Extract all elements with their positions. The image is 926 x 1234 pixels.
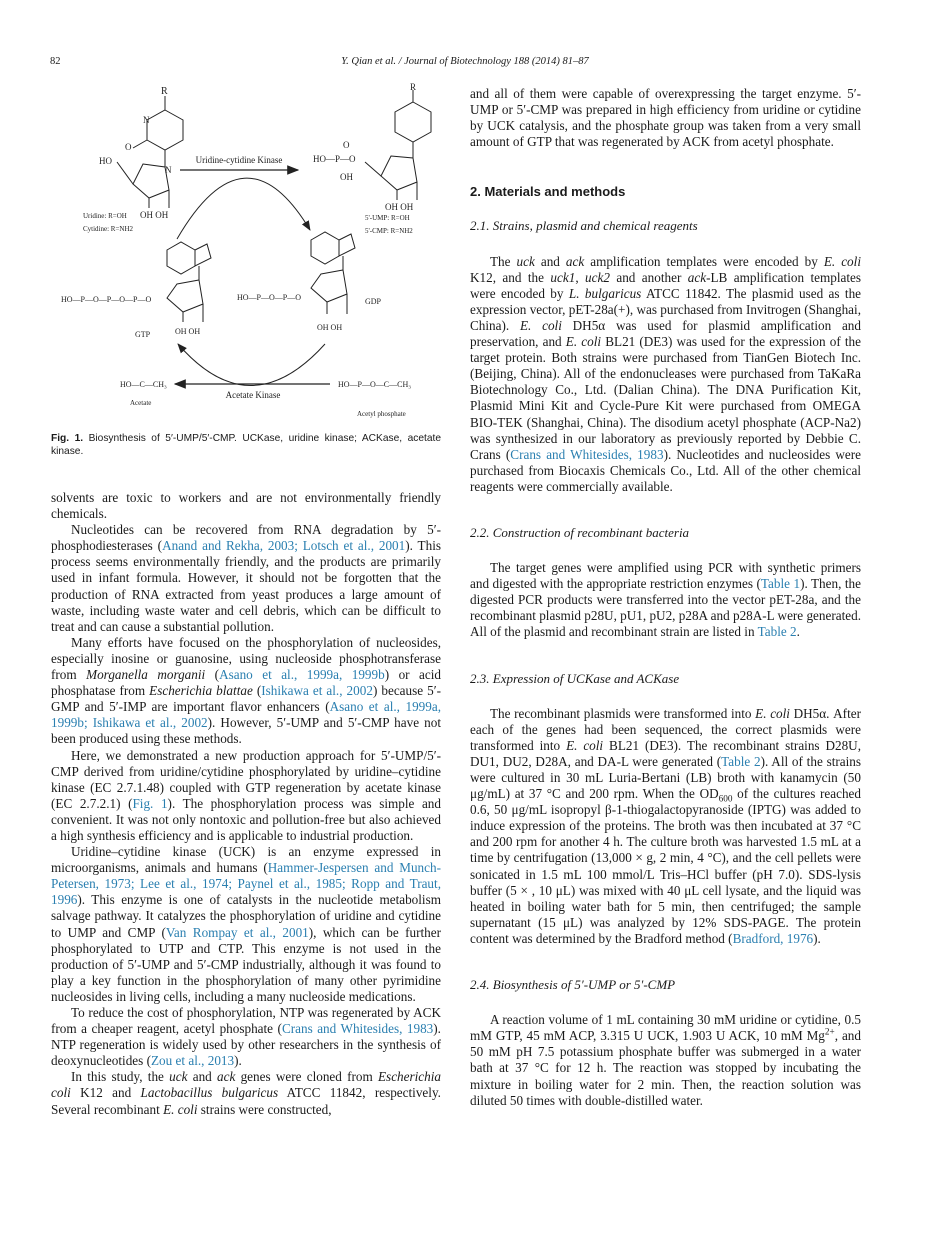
substrate-label-uridine: Uridine: R=OH (83, 212, 127, 220)
enzyme-top-label: Uridine-cytidine Kinase (195, 155, 283, 165)
text: The target genes were amplified using PCR with synthetic primers and digested with the appropriate restriction enzymes ( (470, 560, 861, 592)
gdp-phosphates: HO—P—O—P—O (237, 293, 302, 302)
citation-link[interactable]: Bradford, 1976 (732, 930, 814, 946)
text: and (534, 253, 566, 269)
text: DH5α. After each of the genes had been sequenced, the correct plasmids were transformed into (470, 705, 861, 753)
organism-name: L. bulgaricus (568, 285, 642, 301)
atom-o: O (125, 142, 132, 152)
text: or acid phosphatase from (51, 667, 441, 699)
text: ). Nucleotides and nucleosides were purchased from Biocaxis Chemicals Co., Ltd. All of the other chemical reagents were commercially available. (470, 446, 861, 494)
atom-oh: OH OH (140, 210, 169, 220)
paragraph (470, 706, 861, 947)
paragraph (51, 1069, 441, 1117)
subsection-heading: 2.1. Strains, plasmid and chemical reagents (470, 218, 698, 234)
organism-name: E. coli (163, 1101, 198, 1117)
text: To reduce the cost of phosphorylation, NTP was regenerated by ACK from a cheaper reagent, acetyl phosphate ( (51, 1005, 441, 1037)
text: ATCC 11842. The plasmid used as the expression vector, pET-28a(+), was purchased from Invitrogen (Shanghai, China). (470, 285, 862, 333)
citation-link[interactable]: Hammer-Jespersen and Munch-Petersen, 1973; Lee et al., 1974; Paynel et al., 1985; Ropp and Traut, 1996 (51, 860, 441, 908)
text: ). (813, 930, 821, 946)
organism-name: E. coli (755, 705, 790, 721)
organism-name: E. coli (823, 253, 861, 269)
paragraph (51, 490, 441, 522)
product-oh: OH OH (385, 202, 414, 212)
gene-name: uck2 (585, 269, 610, 285)
gdp-oh: OH OH (317, 323, 343, 332)
text: Uridine–cytidine kinase (UCK) is an enzyme expressed in microorganisms, animals and humans ( (51, 844, 441, 876)
page-number: 82 (50, 56, 61, 67)
text: amplification templates were encoded by (584, 253, 824, 269)
citation-link[interactable]: Van Rompay et al., 2001 (165, 924, 309, 940)
figure-link[interactable]: Fig. 1 (132, 795, 168, 811)
text: and all of them were capable of overexpressing the target enzyme. 5′-UMP or 5′-CMP was prepared in high efficiency from uridine or cytidine by UCK catalysis, and the phosphate group was taken from a very small amount of GTP that was regenerated by ACK from acetyl phosphate. (470, 86, 861, 150)
gtp-phosphates: HO—P—O—P—O—P—O (61, 295, 152, 304)
gene-name: uck (516, 253, 535, 269)
organism-name: E. coli (519, 317, 562, 333)
citation-link[interactable]: Zou et al., 2013 (150, 1053, 235, 1069)
text: ), which can be further phosphorylated to UTP and CTP. This enzyme is not used in the production of 5′-UMP and 5′-CMP industrially, although it was found to play a key function in the phosphorylation of many other pyrimidine nucleosides in living cells, including a many nucleoside medications. (51, 924, 442, 1004)
text: and (187, 1069, 218, 1085)
text: -LB amplification templates were encoded by (470, 269, 861, 301)
atom-n: N (143, 115, 150, 125)
text: of the cultures reached 0.6, 50 μg/mL isopropyl β-1-thiogalactopyranoside (IPTG) was added to induce expression of the proteins. The broth was then incubated at 37 °C and 200 rpm for another 4 h. The culture broth was harvested 1.5 mL at a time by centrifugation (13,000 × g, 2 min, 4 °C), and the cell pellets were sonicated in 1.5 mL 100 mmol/L Tris–HCl buffer (pH 7.0). SDS-lysis buffer (5 × , 10 μL) was mixed with 40 μL cell lysate, and the liquid was heated in boiling water bath for 5 min, then centrifuged; the sample supernatant (15 μL) was analyzed by 12% SDS-PAGE. The protein content was determined by the Bradford method ( (470, 786, 862, 946)
text: ). (234, 1053, 242, 1069)
gene-name: ack (565, 253, 585, 269)
organism-name: Lactobacillus bulgaricus (140, 1085, 279, 1101)
figure-caption (51, 432, 441, 458)
citation-link[interactable]: Asano et al., 1999a, 1999b; Ishikawa et al., 2002 (51, 699, 442, 731)
text: ). Then, the digested PCR products were transferred into the vector pET-28a, and the recombinant plasmid p28U, pU1, pU2, p28A and p28A-L were generated. All of the plasmid and recombinant strain are listed in (470, 576, 862, 640)
citation-link[interactable]: Anand and Rekha, 2003; Lotsch et al., 2001 (162, 538, 406, 554)
text: ). All of the strains were cultured in 30 mL Luria-Bertani (LB) broth with kanamycin (50 μg/mL) at 37 °C and 200 rpm. When the OD (470, 753, 861, 802)
gdp-structure (311, 232, 355, 314)
table-link[interactable]: Table 1 (760, 576, 801, 592)
text: strains were constructed, (197, 1101, 332, 1117)
section-heading: 2. Materials and methods (470, 184, 626, 200)
phosphate-group: HO—P—O (313, 154, 356, 164)
text: ). However, 5′-UMP and 5′-CMP have not been produced using these methods. (51, 715, 441, 747)
gtp-structure (167, 242, 211, 322)
r-group-right: R (410, 82, 417, 92)
citation-link[interactable]: Ishikawa et al., 2002 (261, 683, 373, 699)
right-column (470, 86, 861, 1109)
text: Many efforts have focused on the phosphorylation of nucleosides, especially inosine or guanosine, using nucleoside phosphotransferase from (51, 634, 441, 683)
product-structure (365, 90, 431, 200)
text: DH5α was used for plasmid amplification and preservation, and (470, 317, 861, 350)
product-label-ump: 5'-UMP: R=OH (365, 214, 410, 222)
text: ). The phosphorylation process was simple and convenient. It was not only nontoxic and pollution-free but also achieved a high synthesis efficiency and is applicable to industrial production. (51, 795, 441, 843)
text: , (575, 269, 586, 285)
r-group-left: R (161, 86, 168, 97)
text: ). NTP regeneration is widely used by other researchers in the synthesis of deoxynucleotides ( (51, 1021, 441, 1069)
gtp-label: GTP (135, 330, 151, 339)
running-header (50, 56, 860, 72)
text: K12, and the (470, 269, 551, 285)
figure-caption-text: Biosynthesis of 5′-UMP/5′-CMP. UCKase, uridine kinase; ACKase, acetate kinase. (51, 433, 441, 457)
paragraph (51, 1005, 441, 1069)
citation-link[interactable]: Crans and Whitesides, 1983 (281, 1021, 434, 1037)
citation-link[interactable]: Asano et al., 1999a, 1999b (219, 667, 385, 683)
journal-citation: Y. Qian et al. / Journal of Biotechnology 188 (2014) 81–87 (341, 56, 589, 67)
text: ). This enzyme is one of catalysts in the nucleotide metabolism salvage pathway. It catalyzes the phosphorylation of uridine and cytidine to UMP and CMP ( (51, 892, 441, 940)
gtp-to-gdp-arrow (177, 178, 310, 239)
text: A reaction volume of 1 mL containing 30 mM uridine or cytidine, 0.5 mM GTP, 45 mM ACP, 3.315 U UCK, 1.903 U ACK, 10 mM Mg (470, 1012, 861, 1044)
text: ). This process seems environmentally friendly, and the products are primarily used in infant formula. However, it should not be forgotten that the production of RNA extracted from yeast produces a large amount of waste, including waste water and cell debris, which can be difficult to treat and can cause a substantial pollution. (51, 538, 441, 634)
figure-1 (55, 82, 440, 422)
paragraph (470, 86, 861, 150)
text: solvents are toxic to workers and are not environmentally friendly chemicals. (51, 490, 441, 522)
subsection-heading: 2.2. Construction of recombinant bacteria (470, 524, 690, 540)
text: In this study, the (71, 1069, 170, 1085)
organism-name: E. coli (566, 737, 604, 753)
gene-name: ack (217, 1069, 236, 1085)
product-label-cmp: 5'-CMP: R=NH2 (365, 227, 413, 235)
figure-label: Fig. 1. (51, 433, 84, 444)
text: The (490, 253, 517, 269)
atom-ho: HO (99, 156, 112, 166)
paragraph (470, 1012, 861, 1109)
paragraph (51, 844, 441, 1005)
uridine-structure (117, 96, 183, 208)
gene-name: ack (687, 269, 707, 285)
text: ATCC 11842, respectively. Several recombinant (51, 1085, 441, 1117)
text: . (796, 624, 800, 640)
gdp-to-gtp-arrow (178, 344, 325, 386)
text: BL21 (DE3). The recombinant strains D28U, DU1, DU2, D28A, and DA-L were generated ( (470, 737, 861, 769)
text: because 5′-GMP and 5′-IMP are important flavor enhancers ( (51, 683, 442, 715)
citation-link[interactable]: Crans and Whitesides, 1983 (510, 446, 664, 462)
acetyl-phosphate-structure: HO—P—O—C—CH₃ (338, 380, 412, 389)
organism-name: Escherichia coli (51, 1069, 441, 1101)
phosphate-o: O (343, 140, 350, 150)
paragraph (51, 522, 441, 635)
table-link[interactable]: Table 2 (757, 624, 797, 640)
text: The recombinant plasmids were transformed into (490, 705, 756, 721)
subscript: 600 (718, 793, 733, 804)
substrate-label-cytidine: Cytidine: R=NH2 (83, 225, 134, 233)
text: K12 and (70, 1085, 141, 1101)
table-link[interactable]: Table 2 (721, 753, 761, 769)
atom-n1: N (165, 165, 172, 175)
text: Nucleotides can be recovered from RNA degradation by 5′-phosphodiesterases ( (51, 522, 441, 554)
text: , and 50 mM pH 7.5 potassium phosphate buffer was submerged in a water bath at 37 °C for 12 h. The reaction was stopped by incubating the mixture in boiling water for 2 min. Then, the reaction solution was diluted 50 times with double-distilled water. (470, 1028, 861, 1108)
gene-name: uck1 (550, 269, 576, 285)
paragraph (470, 560, 861, 640)
gtp-oh: OH OH (175, 327, 201, 336)
subsection-heading: 2.3. Expression of UCKase and ACKase (470, 670, 680, 686)
subsection-heading: 2.4. Biosynthesis of 5′-UMP or 5′-CMP (470, 977, 676, 993)
paragraph (470, 254, 861, 495)
paragraph: Many efforts have focused on the phosphorylation of nucleosides, especially inosine or guanosine, using nucleoside phosphotransferase from Morganella morganii (Asano et al., 1999a, 1999b) or acid phosphatase from Escherichia blattae (Ishikawa et al., 2002) because 5′-GMP and 5′-IMP are important flavor enhancers (Asano et al., 1999a, 1999b; Ishikawa et al., 2002). However, 5′-UMP and 5′-CMP have not been produced using these methods. (51, 634, 442, 747)
organism-name: E. coli (565, 334, 602, 350)
text: and another (609, 269, 688, 285)
paragraph (51, 748, 441, 845)
gdp-label: GDP (365, 297, 382, 306)
superscript: 2+ (824, 1026, 835, 1037)
organism-name: Morganella morganii (86, 667, 206, 683)
text: genes were cloned from (235, 1069, 378, 1085)
phosphate-oh: OH (340, 172, 353, 182)
acetyl-phosphate-label: Acetyl phosphate (357, 410, 406, 418)
reaction-scheme (55, 82, 440, 422)
gene-name: uck (169, 1069, 188, 1085)
acetate-structure: HO—C—CH₃ (120, 380, 167, 389)
enzyme-bottom-label: Acetate Kinase (225, 390, 281, 400)
organism-name: Escherichia blattae (149, 683, 253, 699)
left-column (51, 490, 441, 1118)
acetate-label: Acetate (130, 399, 152, 407)
text: Here, we demonstrated a new production approach for 5′-UMP/5′-CMP derived from uridine/cytidine phosphorylated by uridine–cytidine kinase (EC 2.7.1.48) coupled with GTP regeneration by acetate kinase (EC 2.7.2.1) ( (51, 747, 441, 811)
text: BL21 (DE3) was used for the expression of the target protein. Both strains were purchased from TianGen Biotech Inc. (Beijing, China). All of the endonucleases were purchased from TaKaRa Biotechnology Co., Ltd. (Dalian China). The DNA Purification Kit, Plasmid Mini Kit and Cycle-Pure Kit were purchased from OMEGA BIO-TEK (Shanghai, China). The disodium acetyl phosphate (ACP-Na2) was synthesized in our laboratory as previously reported by Debbie C. Crans ( (470, 334, 861, 462)
